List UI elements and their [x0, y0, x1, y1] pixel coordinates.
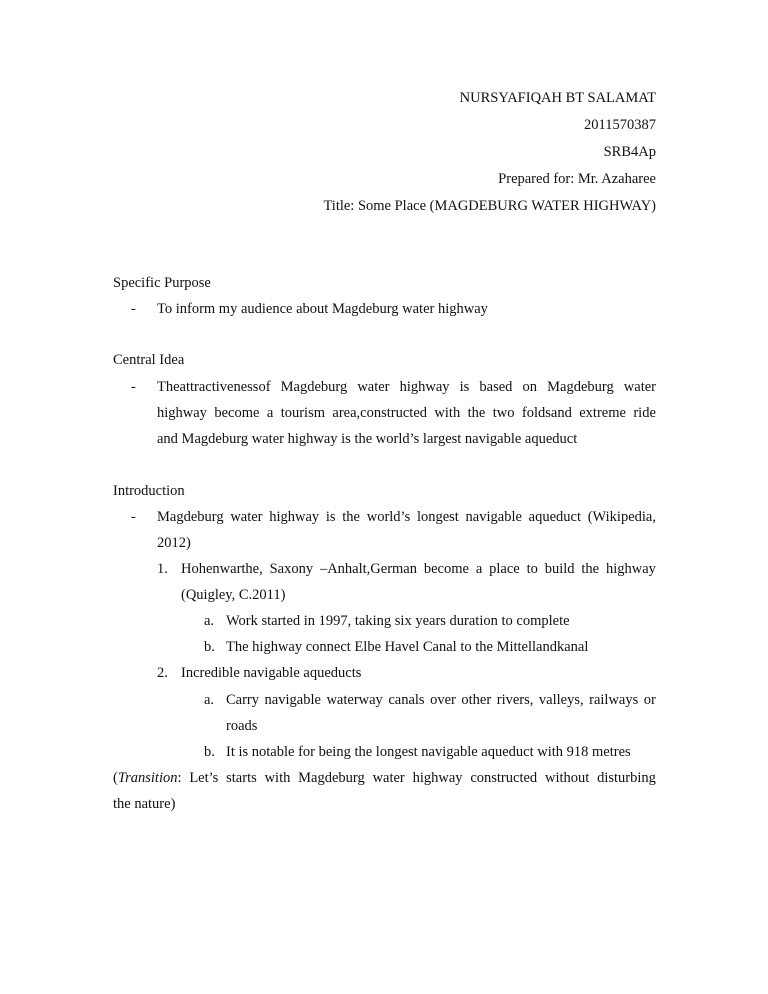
sub-point-1-line-2: (Quigley, C.2011)	[181, 587, 286, 603]
specific-purpose-heading: Specific Purpose	[113, 275, 211, 291]
word: Magdeburg	[547, 379, 614, 395]
central-idea-line-1	[157, 377, 656, 397]
bullet-dash: -	[131, 301, 136, 317]
justified-line	[157, 377, 656, 397]
sub-point-1a: Work started in 1997, taking six years duration to complete	[226, 613, 570, 629]
list-marker: b.	[204, 744, 215, 760]
sub-point-1-line-1	[181, 559, 656, 579]
sub-point-1b: The highway connect Elbe Havel Canal to the Mittellandkanal	[226, 639, 589, 655]
word: water	[623, 379, 656, 395]
author-name: NURSYAFIQAH BT SALAMAT	[459, 90, 656, 106]
introduction-point-line-1	[157, 507, 656, 527]
list-marker: 1.	[157, 561, 168, 577]
transition-label: Transition	[117, 770, 178, 786]
word: on	[522, 379, 538, 395]
word: Magdeburg	[280, 379, 348, 395]
list-marker: a.	[204, 613, 215, 629]
list-marker: b.	[204, 639, 215, 655]
justified-line: Magdeburg water highway is the world’s longest navigable aqueduct (Wikipedia,	[157, 509, 656, 525]
list-marker: a.	[204, 692, 215, 708]
prepared-for: Prepared for: Mr. Azaharee	[498, 171, 656, 187]
speech-title: Title: Some Place (MAGDEBURG WATER HIGHWAY)	[323, 198, 656, 214]
group-code: SRB4Ap	[603, 144, 656, 160]
transition-line-2: the nature)	[113, 796, 176, 812]
student-id: 2011570387	[584, 117, 656, 133]
justified-line: Carry navigable waterway canals over other rivers, valleys, railways or	[226, 692, 656, 708]
specific-purpose-text: To inform my audience about Magdeburg water highway	[157, 301, 488, 317]
central-idea-heading: Central Idea	[113, 352, 185, 368]
sub-point-2a-line-2: roads	[226, 718, 258, 734]
central-idea-line-3: and Magdeburg water highway is the world’s largest navigable aqueduct	[157, 431, 578, 447]
word: water	[357, 379, 390, 395]
sub-point-2: Incredible navigable aqueducts	[181, 665, 362, 681]
transition-line-1	[113, 768, 656, 788]
bullet-dash: -	[131, 509, 136, 525]
justified-line: highway become a tourism area,constructed with the two foldsand extreme ride	[157, 405, 656, 421]
word: based	[479, 379, 513, 395]
word: highway	[399, 379, 450, 395]
list-marker: 2.	[157, 665, 168, 681]
sub-point-2b: It is notable for being the longest navigable aqueduct with 918 metres	[226, 744, 631, 760]
justified-line: (Transition: Let’s starts with Magdeburg water highway constructed without disturbing	[113, 770, 656, 786]
sub-point-2a-line-1	[226, 690, 656, 710]
introduction-heading: Introduction	[113, 483, 185, 499]
bullet-dash: -	[131, 379, 136, 395]
justified-line: Hohenwarthe, Saxony –Anhalt,German become a place to build the highway	[181, 561, 656, 577]
word: is	[459, 379, 470, 395]
word: Theattractivenessof	[157, 379, 271, 395]
introduction-point-line-2: 2012)	[157, 535, 191, 551]
central-idea-line-2	[157, 403, 656, 423]
